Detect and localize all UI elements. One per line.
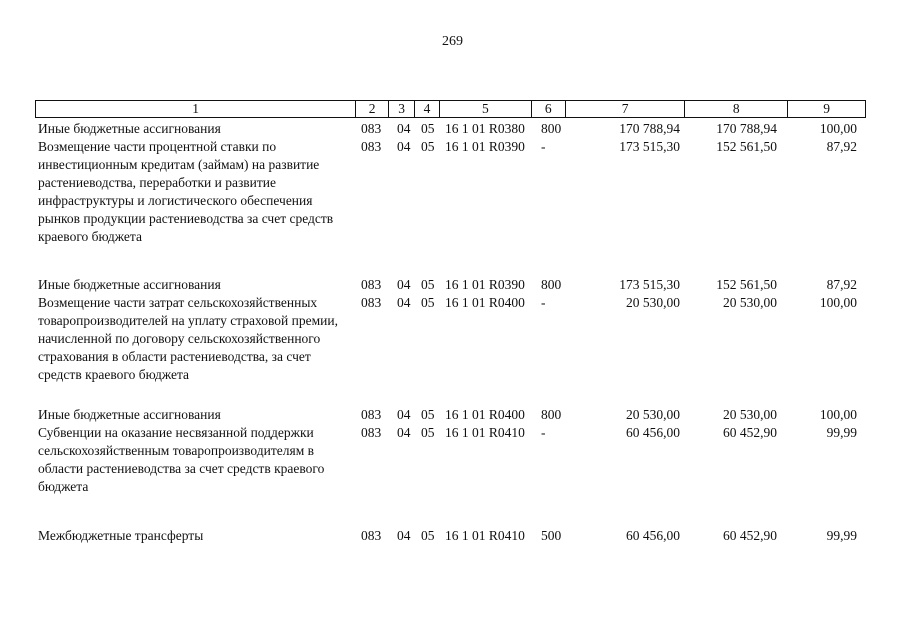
row-code-5: 16 1 01 R0410: [445, 425, 525, 440]
row-code-5: 16 1 01 R0400: [445, 295, 525, 310]
row-value-7: 173 515,30: [619, 139, 680, 154]
row-value-8: 20 530,00: [723, 407, 777, 422]
row-code-3: 04: [397, 139, 411, 154]
row-value-9: 100,00: [819, 295, 857, 310]
row-code-3: 04: [397, 121, 411, 136]
row-code-3: 04: [397, 528, 411, 543]
header-col-1: 1: [36, 101, 356, 117]
row-code-2: 083: [361, 277, 382, 292]
header-col-8: 8: [685, 101, 788, 117]
row-value-8: 170 788,94: [716, 121, 777, 136]
row-value-9: 100,00: [819, 407, 857, 422]
row-code-2: 083: [361, 425, 382, 440]
row-value-7: 170 788,94: [619, 121, 680, 136]
row-value-9: 100,00: [819, 121, 857, 136]
row-value-8: 152 561,50: [716, 277, 777, 292]
row-code-4: 05: [421, 425, 435, 440]
row-value-7: 60 456,00: [626, 425, 680, 440]
row-code-4: 05: [421, 528, 435, 543]
row-name: Иные бюджетные ассигнования: [38, 121, 221, 136]
row-code-5: 16 1 01 R0390: [445, 277, 525, 292]
row-value-9: 99,99: [826, 425, 857, 440]
row-value-9: 87,92: [826, 139, 857, 154]
row-code-2: 083: [361, 295, 382, 310]
row-code-2: 083: [361, 407, 382, 422]
page-number: 269: [442, 34, 463, 49]
row-value-7: 173 515,30: [619, 277, 680, 292]
row-code-5: 16 1 01 R0390: [445, 139, 525, 154]
row-value-8: 60 452,90: [723, 528, 777, 543]
table-header: [35, 100, 866, 118]
row-name: Возмещение части затрат сельскохозяйственных товаропроизводителей на уплату страховой премии, начисленной по договору сельскохозяйственного страхования в области растениеводства, за счет средств краевого бюджета: [38, 295, 338, 382]
row-code-6: 500: [541, 528, 562, 543]
row-code-6: 800: [541, 407, 562, 422]
header-col-7: 7: [566, 101, 686, 117]
row-code-5: 16 1 01 R0410: [445, 528, 525, 543]
row-name: Возмещение части процентной ставки по инвестиционным кредитам (займам) на развитие растениеводства, переработки и развитие инфраструктуры и логистического обеспечения рынков продукции растениеводства за счет средств краевого бюджета: [38, 139, 334, 244]
row-name: Субвенции на оказание несвязанной поддержки сельскохозяйственным товаропроизводителям в области растениеводства за счет средств краевого бюджета: [38, 425, 325, 494]
header-col-5: 5: [440, 101, 532, 117]
row-name: Иные бюджетные ассигнования: [38, 407, 221, 422]
row-code-4: 05: [421, 407, 435, 422]
row-code-6: -: [541, 425, 546, 440]
row-code-3: 04: [397, 295, 411, 310]
row-value-7: 20 530,00: [626, 295, 680, 310]
row-value-8: 60 452,90: [723, 425, 777, 440]
row-code-4: 05: [421, 277, 435, 292]
row-value-7: 20 530,00: [626, 407, 680, 422]
row-name: Иные бюджетные ассигнования: [38, 277, 221, 292]
row-code-4: 05: [421, 139, 435, 154]
row-code-5: 16 1 01 R0380: [445, 121, 525, 136]
row-code-6: -: [541, 139, 546, 154]
header-col-2: 2: [356, 101, 389, 117]
row-value-7: 60 456,00: [626, 528, 680, 543]
header-col-3: 3: [389, 101, 415, 117]
row-code-4: 05: [421, 295, 435, 310]
header-col-9: 9: [823, 101, 830, 116]
row-code-6: 800: [541, 277, 562, 292]
row-name: Межбюджетные трансферты: [38, 528, 204, 543]
row-value-8: 152 561,50: [716, 139, 777, 154]
row-code-2: 083: [361, 139, 382, 154]
row-code-3: 04: [397, 425, 411, 440]
header-col-4: 4: [415, 101, 440, 117]
row-code-4: 05: [421, 121, 435, 136]
row-code-6: -: [541, 295, 546, 310]
row-code-5: 16 1 01 R0400: [445, 407, 525, 422]
row-code-2: 083: [361, 528, 382, 543]
row-value-9: 99,99: [826, 528, 857, 543]
row-code-6: 800: [541, 121, 562, 136]
row-value-8: 20 530,00: [723, 295, 777, 310]
row-code-3: 04: [397, 407, 411, 422]
row-code-3: 04: [397, 277, 411, 292]
row-code-2: 083: [361, 121, 382, 136]
header-col-6: 6: [532, 101, 566, 117]
row-value-9: 87,92: [826, 277, 857, 292]
